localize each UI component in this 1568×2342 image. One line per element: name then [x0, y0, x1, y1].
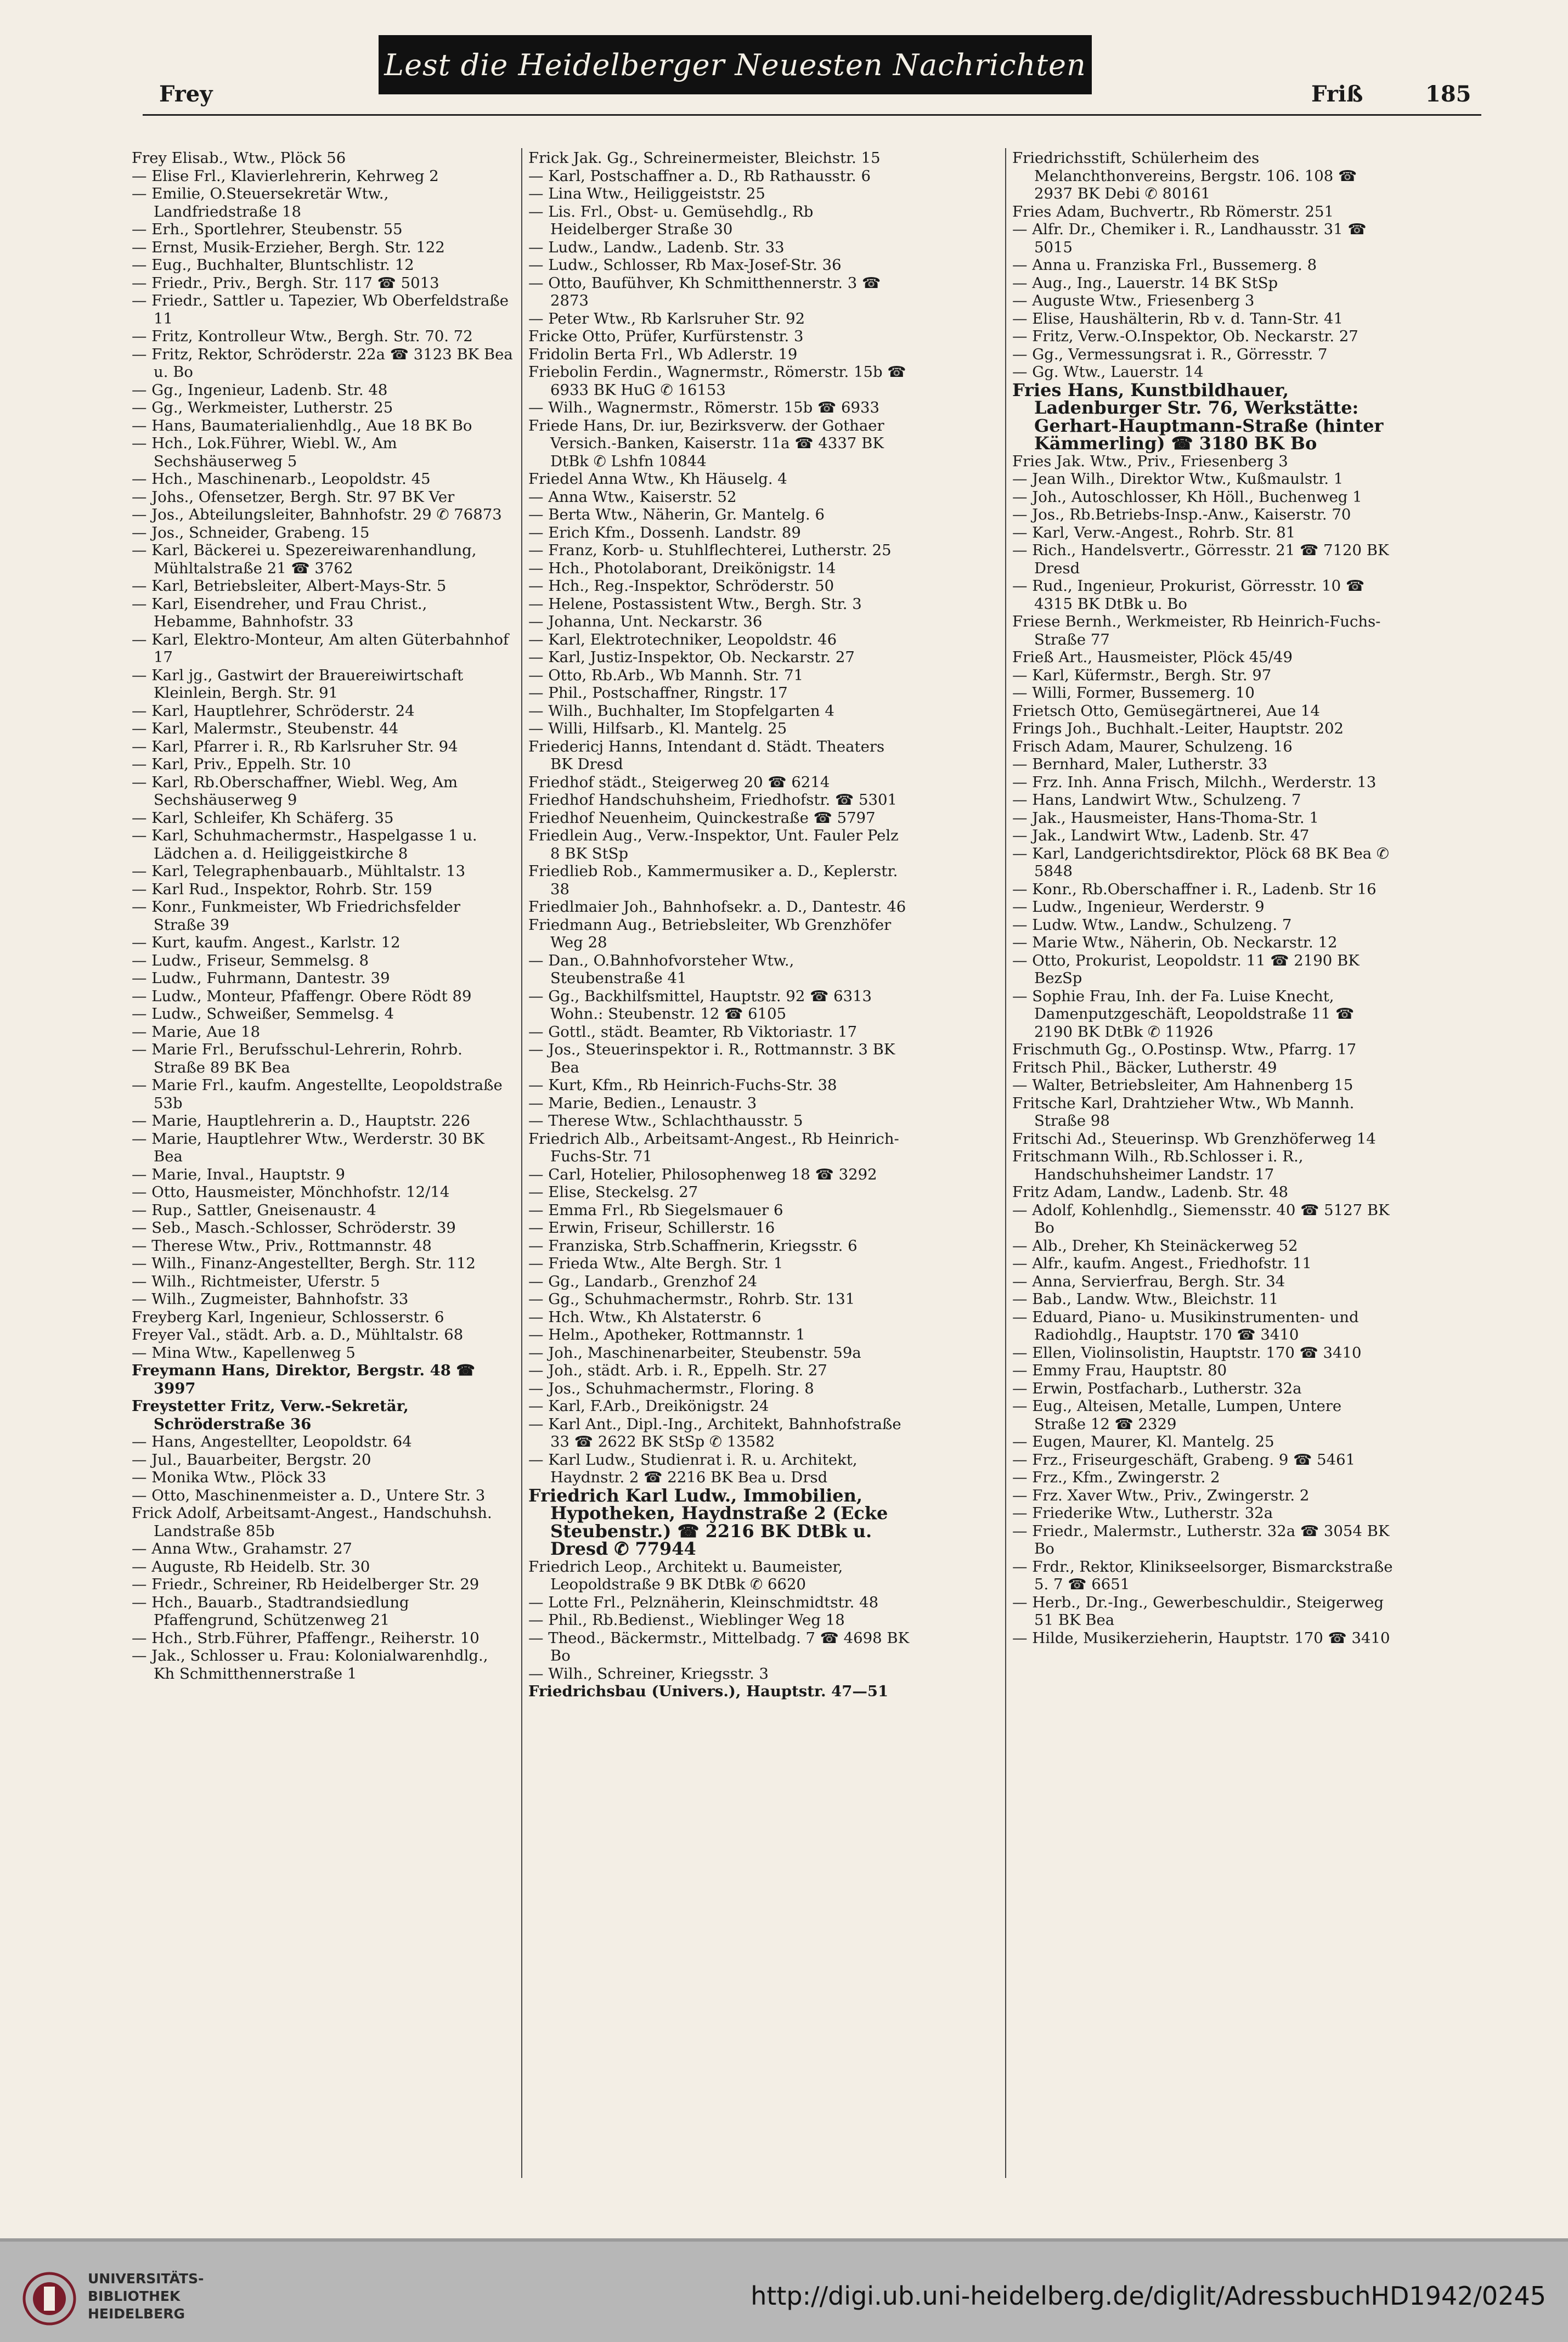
directory-entry: — Karl, Betriebsleiter, Albert-Mays-Str. 5: [132, 577, 447, 595]
directory-entry: — Karl, Küfermstr., Bergh. Str. 97: [1012, 666, 1272, 684]
directory-entry: — Karl, F.Arb., Dreikönigstr. 24: [528, 1397, 769, 1415]
directory-entry: — Otto, Baufühver, Kh Schmitthennerstr. 3 ☎ 2873: [528, 274, 881, 309]
directory-entry: — Karl Ant., Dipl.-Ing., Architekt, Bahnhofstraße 33 ☎ 2622 BK StSp ✆ 13582: [528, 1415, 901, 1451]
directory-entry: — Erwin, Friseur, Schillerstr. 16: [528, 1219, 775, 1237]
directory-entry: — Peter Wtw., Rb Karlsruher Str. 92: [528, 309, 805, 328]
directory-entry: Freyer Val., städt. Arb. a. D., Mühltalstr. 68: [132, 1326, 464, 1344]
directory-entry: Fridolin Berta Frl., Wb Adlerstr. 19: [528, 345, 798, 363]
directory-entry: — Auguste Wtw., Friesenberg 3: [1012, 292, 1255, 309]
directory-entry: — Alfr. Dr., Chemiker i. R., Landhausstr. 31 ☎ 5015: [1012, 221, 1367, 256]
directory-entry: Friedrich Alb., Arbeitsamt-Angest., Rb Heinrich-Fuchs-Str. 71: [528, 1130, 899, 1165]
advertising-banner: Lest die Heidelberger Neuesten Nachrichten: [379, 35, 1092, 94]
library-name-line: HEIDELBERG: [88, 2306, 185, 2322]
directory-entry: Friedrich Karl Ludw., Immobilien, Hypotheken, Haydnstraße 2 (Ecke Steubenstr.) ☎ 2216 BK DtBk u. Dresd ✆ 77944: [528, 1485, 888, 1559]
directory-entry: — Otto, Rb.Arb., Wb Mannh. Str. 71: [528, 666, 804, 684]
directory-entry: — Frz., Kfm., Zwingerstr. 2: [1012, 1469, 1220, 1486]
directory-entry: — Karl, Rb.Oberschaffner, Wiebl. Weg, Am Sechshäuserweg 9: [132, 773, 458, 809]
directory-entry: — Berta Wtw., Näherin, Gr. Mantelg. 6: [528, 506, 825, 523]
directory-entry: — Jak., Hausmeister, Hans-Thoma-Str. 1: [1012, 809, 1319, 827]
directory-entry: — Hans, Landwirt Wtw., Schulzeng. 7: [1012, 791, 1301, 809]
directory-entry: — Eduard, Piano- u. Musikinstrumenten- und Radiohdlg., Hauptstr. 170 ☎ 3410: [1012, 1308, 1359, 1344]
directory-entry: — Karl, Telegraphenbauarb., Mühltalstr. 13: [132, 862, 466, 880]
directory-entry: — Friedr., Sattler u. Tapezier, Wb Oberfeldstraße 11: [132, 292, 509, 328]
directory-entry: — Otto, Hausmeister, Mönchhofstr. 12/14: [132, 1183, 450, 1201]
directory-entry: — Willi, Hilfsarb., Kl. Mantelg. 25: [528, 720, 787, 737]
directory-entry: — Hch., Strb.Führer, Pfaffengr., Reiherstr. 10: [132, 1629, 480, 1647]
directory-entry: Friedhof Neuenheim, Quinckestraße ☎ 5797: [528, 809, 876, 827]
directory-entry: — Frz. Xaver Wtw., Priv., Zwingerstr. 2: [1012, 1486, 1310, 1504]
directory-entry: — Hch., Reg.-Inspektor, Schröderstr. 50: [528, 577, 834, 595]
directory-entry: — Karl, Bäckerei u. Spezereiwarenhandlung, Mühltalstraße 21 ☎ 3762: [132, 541, 477, 577]
directory-entry: — Karl, Elektro-Monteur, Am alten Güterbahnhof 17: [132, 630, 509, 666]
directory-entry: — Anna Wtw., Kaiserstr. 52: [528, 488, 737, 506]
directory-entry: — Erh., Sportlehrer, Steubenstr. 55: [132, 221, 403, 238]
directory-entry: — Wilh., Buchhalter, Im Stopfelgarten 4: [528, 702, 834, 720]
directory-entry: — Eug., Alteisen, Metalle, Lumpen, Untere Straße 12 ☎ 2329: [1012, 1397, 1342, 1433]
directory-entry: Frings Joh., Buchhalt.-Leiter, Hauptstr. 202: [1012, 720, 1344, 737]
directory-entry: Fries Hans, Kunstbildhauer, Ladenburger Str. 76, Werkstätte: Gerhart-Hauptmann-Straße (hinter Kämmerling) ☎ 3180 BK Bo: [1012, 379, 1384, 454]
directory-entry: — Fritz, Kontrolleur Wtw., Bergh. Str. 70. 72: [132, 328, 473, 345]
header-rule: [143, 114, 1481, 116]
directory-entry: — Dan., O.Bahnhofvorsteher Wtw., Steubenstraße 41: [528, 951, 794, 987]
directory-entry: — Theod., Bäckermstr., Mittelbadg. 7 ☎ 4698 BK Bo: [528, 1629, 910, 1664]
directory-entry: — Therese Wtw., Schlachthausstr. 5: [528, 1112, 803, 1130]
directory-entry: — Helene, Postassistent Wtw., Bergh. Str. 3: [528, 595, 862, 613]
library-name-line: UNIVERSITÄTS-: [88, 2271, 204, 2287]
directory-entry: — Ludw., Landw., Ladenb. Str. 33: [528, 238, 785, 256]
directory-entry: — Wilh., Schreiner, Kriegsstr. 3: [528, 1664, 769, 1683]
directory-entry: — Carl, Hotelier, Philosophenweg 18 ☎ 3292: [528, 1165, 877, 1183]
directory-entry: Frick Adolf, Arbeitsamt-Angest., Handschuhsh. Landstraße 85b: [132, 1504, 492, 1540]
directory-entry: — Konr., Rb.Oberschaffner i. R., Ladenb. Str 16: [1012, 880, 1377, 898]
directory-entry: — Karl Rud., Inspektor, Rohrb. Str. 159: [132, 880, 432, 898]
directory-entry: — Lotte Frl., Pelznäherin, Kleinschmidtstr. 48: [528, 1593, 879, 1611]
directory-entry: — Ludw., Schweißer, Semmelsg. 4: [132, 1005, 394, 1023]
directory-entry: — Konr., Funkmeister, Wb Friedrichsfelder Straße 39: [132, 898, 460, 934]
directory-entry: Frieß Art., Hausmeister, Plöck 45/49: [1012, 648, 1293, 666]
directory-entry: — Hch., Maschinenarb., Leopoldstr. 45: [132, 470, 431, 488]
directory-entry: — Karl, Malermstr., Steubenstr. 44: [132, 720, 399, 737]
directory-entry: — Friedr., Schreiner, Rb Heidelberger Str. 29: [132, 1576, 480, 1593]
directory-entry: — Jos., Steuerinspektor i. R., Rottmannstr. 3 BK Bea: [528, 1041, 895, 1076]
directory-column-2: [528, 149, 910, 2179]
directory-entry: — Elise Frl., Klavierlehrerin, Kehrweg 2: [132, 167, 439, 185]
directory-entry: — Anna u. Franziska Frl., Bussemerg. 8: [1012, 256, 1317, 274]
directory-entry: — Eug., Buchhalter, Bluntschlistr. 12: [132, 256, 414, 274]
directory-entry: — Rup., Sattler, Gneisenaustr. 4: [132, 1201, 376, 1219]
directory-entry: — Joh., Autoschlosser, Kh Höll., Buchenweg 1: [1012, 488, 1362, 506]
library-name-line: BIBLIOTHEK: [88, 2288, 181, 2304]
directory-entry: — Monika Wtw., Plöck 33: [132, 1469, 326, 1486]
directory-entry: — Gg., Backhilfsmittel, Hauptstr. 92 ☎ 6313 Wohn.: Steubenstr. 12 ☎ 6105: [528, 987, 872, 1023]
running-head-right: Friß: [1311, 81, 1363, 107]
directory-entry: — Seb., Masch.-Schlosser, Schröderstr. 39: [132, 1219, 456, 1237]
directory-entry: Frey Elisab., Wtw., Plöck 56: [132, 149, 346, 167]
directory-entry: — Jos., Schneider, Grabeng. 15: [132, 523, 370, 541]
page-number: 185: [1425, 81, 1471, 107]
directory-entry: — Gg., Werkmeister, Lutherstr. 25: [132, 399, 393, 416]
university-seal-icon: [22, 2271, 77, 2326]
directory-entry: — Otto, Maschinenmeister a. D., Untere Str. 3: [132, 1486, 486, 1504]
directory-entry: — Marie, Aue 18: [132, 1023, 261, 1041]
directory-entry: — Anna, Servierfrau, Bergh. Str. 34: [1012, 1272, 1285, 1290]
viewer-footer: [0, 2238, 1568, 2342]
directory-entry: — Karl, Postschaffner a. D., Rb Rathausstr. 6: [528, 167, 871, 185]
directory-entry: — Karl, Schuhmachermstr., Haspelgasse 1 u. Lädchen a. d. Heiliggeistkirche 8: [132, 827, 477, 862]
directory-entry: — Kurt, Kfm., Rb Heinrich-Fuchs-Str. 38: [528, 1076, 837, 1094]
directory-entry: — Jean Wilh., Direktor Wtw., Kußmaulstr. 1: [1012, 470, 1344, 488]
directory-entry: — Willi, Former, Bussemerg. 10: [1012, 684, 1255, 702]
directory-entry: — Emmy Frau, Hauptstr. 80: [1012, 1362, 1227, 1379]
directory-entry: — Elise, Haushälterin, Rb v. d. Tann-Str. 41: [1012, 309, 1344, 328]
directory-entry: — Fritz, Verw.-O.Inspektor, Ob. Neckarstr. 27: [1012, 328, 1358, 345]
column-divider: [521, 148, 522, 2178]
directory-entry: — Jul., Bauarbeiter, Bergstr. 20: [132, 1451, 371, 1469]
directory-entry: — Helm., Apotheker, Rottmannstr. 1: [528, 1326, 805, 1344]
directory-entry: — Ludw. Wtw., Landw., Schulzeng. 7: [1012, 916, 1292, 934]
directory-entry: — Anna Wtw., Grahamstr. 27: [132, 1540, 352, 1557]
directory-entry: — Marie, Hauptlehrer Wtw., Werderstr. 30 BK Bea: [132, 1130, 484, 1165]
directory-entry: — Karl, Landgerichtsdirektor, Plöck 68 BK Bea ✆ 5848: [1012, 844, 1389, 880]
directory-entry: Fritsche Karl, Drahtzieher Wtw., Wb Mannh. Straße 98: [1012, 1094, 1355, 1130]
directory-entry: — Franz, Korb- u. Stuhlflechterei, Lutherstr. 25: [528, 541, 892, 559]
directory-entry: — Emma Frl., Rb Siegelsmauer 6: [528, 1201, 783, 1219]
running-head-left: Frey: [159, 81, 213, 107]
directory-column-1: [132, 149, 513, 2179]
directory-entry: — Ludw., Monteur, Pfaffengr. Obere Rödt 89: [132, 987, 472, 1005]
directory-entry: — Karl, Hauptlehrer, Schröderstr. 24: [132, 702, 415, 720]
directory-entry: Freystetter Fritz, Verw.-Sekretär, Schröderstraße 36: [132, 1397, 409, 1433]
directory-entry: — Mina Wtw., Kapellenweg 5: [132, 1344, 356, 1362]
directory-entry: Fries Adam, Buchvertr., Rb Römerstr. 251: [1012, 202, 1334, 221]
directory-entry: — Hch., Photolaborant, Dreikönigstr. 14: [528, 559, 836, 577]
directory-entry: — Ellen, Violinsolistin, Hauptstr. 170 ☎ 3410: [1012, 1344, 1362, 1362]
directory-entry: — Erwin, Postfacharb., Lutherstr. 32a: [1012, 1379, 1302, 1397]
directory-entry: — Gg., Schuhmachermstr., Rohrb. Str. 131: [528, 1290, 855, 1308]
directory-entry: Friedhof Handschuhsheim, Friedhofstr. ☎ 5301: [528, 791, 897, 809]
source-url-link[interactable]: http://digi.ub.uni-heidelberg.de/diglit/AdressbuchHD1942/0245: [751, 2281, 1546, 2311]
directory-entry: — Walter, Betriebsleiter, Am Hahnenberg 15: [1012, 1076, 1353, 1094]
directory-entry: Fries Jak. Wtw., Priv., Friesenberg 3: [1012, 452, 1288, 470]
directory-entry: — Marie, Bedien., Lenaustr. 3: [528, 1094, 757, 1112]
directory-entry: — Ludw., Schlosser, Rb Max-Josef-Str. 36: [528, 256, 842, 274]
directory-entry: Friedlmaier Joh., Bahnhofsekr. a. D., Dantestr. 46: [528, 898, 906, 916]
directory-entry: — Hans, Angestellter, Leopoldstr. 64: [132, 1433, 412, 1451]
directory-entry: — Wilh., Zugmeister, Bahnhofstr. 33: [132, 1290, 409, 1308]
directory-entry: Freymann Hans, Direktor, Bergstr. 48 ☎ 3997: [132, 1362, 475, 1397]
directory-entry: Fricke Otto, Prüfer, Kurfürstenstr. 3: [528, 328, 804, 345]
directory-entry: — Hch. Wtw., Kh Alstaterstr. 6: [528, 1308, 762, 1326]
directory-entry: — Friederike Wtw., Lutherstr. 32a: [1012, 1504, 1273, 1522]
directory-entry: — Fritz, Rektor, Schröderstr. 22a ☎ 3123 BK Bea u. Bo: [132, 345, 513, 381]
directory-entry: — Karl, Justiz-Inspektor, Ob. Neckarstr. 27: [528, 648, 855, 666]
directory-entry: Friedlein Aug., Verw.-Inspektor, Unt. Fauler Pelz 8 BK StSp: [528, 827, 899, 862]
directory-entry: Fritsch Phil., Bäcker, Lutherstr. 49: [1012, 1058, 1277, 1076]
directory-entry: — Sophie Frau, Inh. der Fa. Luise Knecht, Damenputzgeschäft, Leopoldstraße 11 ☎ 2190 BK DtBk ✆ 11926: [1012, 987, 1355, 1041]
directory-entry: — Gg., Vermessungsrat i. R., Görresstr. 7: [1012, 345, 1328, 363]
directory-entry: Frischmuth Gg., O.Postinsp. Wtw., Pfarrg. 17: [1012, 1041, 1357, 1058]
directory-entry: — Karl, Pfarrer i. R., Rb Karlsruher Str. 94: [132, 737, 458, 755]
directory-entry: Friese Bernh., Werkmeister, Rb Heinrich-Fuchs-Straße 77: [1012, 613, 1381, 648]
directory-entry: — Jos., Rb.Betriebs-Insp.-Anw., Kaiserstr. 70: [1012, 506, 1351, 523]
directory-entry: — Marie Frl., Berufsschul-Lehrerin, Rohrb. Straße 89 BK Bea: [132, 1041, 462, 1076]
directory-entry: — Emilie, O.Steuersekretär Wtw., Landfriedstraße 18: [132, 185, 389, 221]
directory-entry: — Johs., Ofensetzer, Bergh. Str. 97 BK Ver: [132, 488, 455, 506]
directory-entry: — Gottl., städt. Beamter, Rb Viktoriastr. 17: [528, 1023, 858, 1041]
directory-entry: — Aug., Ing., Lauerstr. 14 BK StSp: [1012, 274, 1278, 292]
directory-entry: — Adolf, Kohlenhdlg., Siemensstr. 40 ☎ 5127 BK Bo: [1012, 1201, 1390, 1237]
directory-entry: — Frdr., Rektor, Klinikseelsorger, Bismarckstraße 5. 7 ☎ 6651: [1012, 1557, 1393, 1593]
directory-entry: — Eugen, Maurer, Kl. Mantelg. 25: [1012, 1433, 1274, 1451]
directory-column-3: [1012, 149, 1394, 2179]
directory-entry: — Erich Kfm., Dossenh. Landstr. 89: [528, 523, 801, 541]
directory-entry: — Frieda Wtw., Alte Bergh. Str. 1: [528, 1255, 783, 1272]
directory-entry: Friedmann Aug., Betriebsleiter, Wb Grenzhöfer Weg 28: [528, 916, 892, 951]
directory-entry: — Karl, Eisendreher, und Frau Christ., Hebamme, Bahnhofstr. 33: [132, 595, 427, 630]
directory-entry: Friedericj Hanns, Intendant d. Städt. Theaters BK Dresd: [528, 737, 885, 773]
directory-entry: — Frz. Inh. Anna Frisch, Milchh., Werderstr. 13: [1012, 773, 1377, 791]
directory-entry: — Lis. Frl., Obst- u. Gemüsehdlg., Rb Heidelberger Straße 30: [528, 202, 814, 238]
directory-entry: — Jak., Schlosser u. Frau: Kolonialwarenhdlg., Kh Schmitthennerstraße 1: [132, 1647, 488, 1683]
directory-entry: — Elise, Steckelsg. 27: [528, 1183, 698, 1201]
directory-entry: — Ludw., Fuhrmann, Dantestr. 39: [132, 969, 390, 987]
directory-entry: — Jos., Schuhmachermstr., Floring. 8: [528, 1379, 814, 1397]
directory-entry: — Ludw., Ingenieur, Werderstr. 9: [1012, 898, 1265, 916]
directory-entry: — Hans, Baumaterialienhdlg., Aue 18 BK Bo: [132, 416, 472, 434]
footer-top-band: [0, 2238, 1568, 2242]
directory-entry: — Jos., Abteilungsleiter, Bahnhofstr. 29 ✆ 76873: [132, 506, 502, 523]
directory-entry: Friedrichsstift, Schülerheim des Melanchthonvereins, Bergstr. 106. 108 ☎ 2937 BK Debi ✆ 80161: [1012, 149, 1357, 202]
directory-entry: — Ernst, Musik-Erzieher, Bergh. Str. 122: [132, 238, 445, 256]
directory-entry: — Friedr., Priv., Bergh. Str. 117 ☎ 5013: [132, 274, 439, 292]
directory-entry: — Phil., Postschaffner, Ringstr. 17: [528, 684, 788, 702]
directory-entry: — Otto, Prokurist, Leopoldstr. 11 ☎ 2190 BK BezSp: [1012, 951, 1360, 987]
directory-entry: — Marie, Hauptlehrerin a. D., Hauptstr. 226: [132, 1112, 471, 1130]
directory-entry: — Frz., Friseurgeschäft, Grabeng. 9 ☎ 5461: [1012, 1451, 1356, 1469]
directory-entry: — Hch., Bauarb., Stadtrandsiedlung Pfaffengrund, Schützenweg 21: [132, 1593, 409, 1629]
directory-entry: — Gg., Landarb., Grenzhof 24: [528, 1272, 758, 1290]
directory-entry: — Karl jg., Gastwirt der Brauereiwirtschaft Kleinlein, Bergh. Str. 91: [132, 666, 464, 702]
directory-entry: — Marie, Inval., Hauptstr. 9: [132, 1165, 346, 1183]
directory-entry: — Marie Wtw., Näherin, Ob. Neckarstr. 12: [1012, 934, 1338, 951]
directory-entry: — Marie Frl., kaufm. Angestellte, Leopoldstraße 53b: [132, 1076, 503, 1112]
directory-entry: Friede Hans, Dr. iur, Bezirksverw. der Gothaer Versich.-Banken, Kaiserstr. 11a ☎ 4337 BK DtBk ✆ Lshfn 10844: [528, 416, 884, 470]
directory-entry: — Hch., Lok.Führer, Wiebl. W., Am Sechshäuserweg 5: [132, 434, 397, 470]
directory-entry: — Phil., Rb.Bedienst., Wieblinger Weg 18: [528, 1611, 845, 1629]
directory-entry: — Karl, Verw.-Angest., Rohrb. Str. 81: [1012, 523, 1296, 541]
directory-entry: — Rich., Handelsvertr., Görresstr. 21 ☎ 7120 BK Dresd: [1012, 541, 1389, 577]
directory-entry: — Gg. Wtw., Lauerstr. 14: [1012, 363, 1204, 381]
directory-entry: Friedrich Leop., Architekt u. Baumeister, Leopoldstraße 9 BK DtBk ✆ 6620: [528, 1557, 843, 1593]
directory-entry: — Joh., Maschinenarbeiter, Steubenstr. 59a: [528, 1344, 861, 1362]
directory-entry: — Hilde, Musikerzieherin, Hauptstr. 170 ☎ 3410: [1012, 1629, 1390, 1647]
directory-entry: Frick Jak. Gg., Schreinermeister, Bleichstr. 15: [528, 149, 881, 167]
directory-entry: — Wilh., Finanz-Angestellter, Bergh. Str. 112: [132, 1255, 476, 1272]
directory-entry: — Wilh., Wagnermstr., Römerstr. 15b ☎ 6933: [528, 399, 879, 416]
directory-entry: — Bab., Landw. Wtw., Bleichstr. 11: [1012, 1290, 1279, 1308]
directory-entry: — Ludw., Friseur, Semmelsg. 8: [132, 951, 369, 969]
directory-entry: — Johanna, Unt. Neckarstr. 36: [528, 613, 763, 630]
directory-entry: Fritschmann Wilh., Rb.Schlosser i. R., Handschuhsheimer Landstr. 17: [1012, 1148, 1304, 1183]
directory-entry: — Alb., Dreher, Kh Steinäckerweg 52: [1012, 1237, 1298, 1255]
directory-entry: — Alfr., kaufm. Angest., Friedhofstr. 11: [1012, 1255, 1312, 1272]
directory-entry: — Therese Wtw., Priv., Rottmannstr. 48: [132, 1237, 432, 1255]
column-divider: [1005, 148, 1006, 2178]
directory-entry: Frisch Adam, Maurer, Schulzeng. 16: [1012, 737, 1293, 755]
directory-entry: — Herb., Dr.-Ing., Gewerbeschuldir., Steigerweg 51 BK Bea: [1012, 1593, 1384, 1629]
directory-entry: Fritschi Ad., Steuerinsp. Wb Grenzhöferweg 14: [1012, 1130, 1376, 1148]
directory-entry: — Karl Ludw., Studienrat i. R. u. Architekt, Haydnstr. 2 ☎ 2216 BK Bea u. Drsd: [528, 1451, 858, 1486]
directory-entry: Friedhof städt., Steigerweg 20 ☎ 6214: [528, 773, 830, 791]
directory-entry: Friebolin Ferdin., Wagnermstr., Römerstr. 15b ☎ 6933 BK HuG ✆ 16153: [528, 363, 906, 399]
directory-entry: — Wilh., Richtmeister, Uferstr. 5: [132, 1272, 380, 1290]
directory-entry: — Bernhard, Maler, Lutherstr. 33: [1012, 755, 1268, 773]
directory-entry: — Gg., Ingenieur, Ladenb. Str. 48: [132, 381, 388, 399]
directory-entry: — Auguste, Rb Heidelb. Str. 30: [132, 1557, 370, 1576]
directory-entry: — Karl, Schleifer, Kh Schäferg. 35: [132, 809, 394, 827]
directory-entry: Friedel Anna Wtw., Kh Häuselg. 4: [528, 470, 787, 488]
directory-entry: — Kurt, kaufm. Angest., Karlstr. 12: [132, 934, 401, 951]
directory-entry: Friedlieb Rob., Kammermusiker a. D., Keplerstr. 38: [528, 862, 898, 898]
directory-entry: — Franziska, Strb.Schaffnerin, Kriegsstr. 6: [528, 1237, 858, 1255]
directory-entry: — Jak., Landwirt Wtw., Ladenb. Str. 47: [1012, 827, 1310, 844]
directory-entry: Freyberg Karl, Ingenieur, Schlosserstr. 6: [132, 1308, 444, 1326]
directory-entry: Frietsch Otto, Gemüsegärtnerei, Aue 14: [1012, 702, 1320, 720]
directory-entry: — Friedr., Malermstr., Lutherstr. 32a ☎ 3054 BK Bo: [1012, 1522, 1390, 1557]
directory-entry: Fritz Adam, Landw., Ladenb. Str. 48: [1012, 1183, 1289, 1201]
directory-entry: — Joh., städt. Arb. i. R., Eppelh. Str. 27: [528, 1362, 827, 1379]
directory-entry: — Rud., Ingenieur, Prokurist, Görresstr. 10 ☎ 4315 BK DtBk u. Bo: [1012, 577, 1365, 613]
directory-entry: — Karl, Priv., Eppelh. Str. 10: [132, 755, 351, 773]
library-name: [88, 2270, 204, 2323]
directory-entry: Friedrichsbau (Univers.), Hauptstr. 47—51: [528, 1683, 889, 1700]
directory-entry: — Karl, Elektrotechniker, Leopoldstr. 46: [528, 630, 837, 648]
directory-entry: — Lina Wtw., Heiliggeiststr. 25: [528, 185, 765, 202]
